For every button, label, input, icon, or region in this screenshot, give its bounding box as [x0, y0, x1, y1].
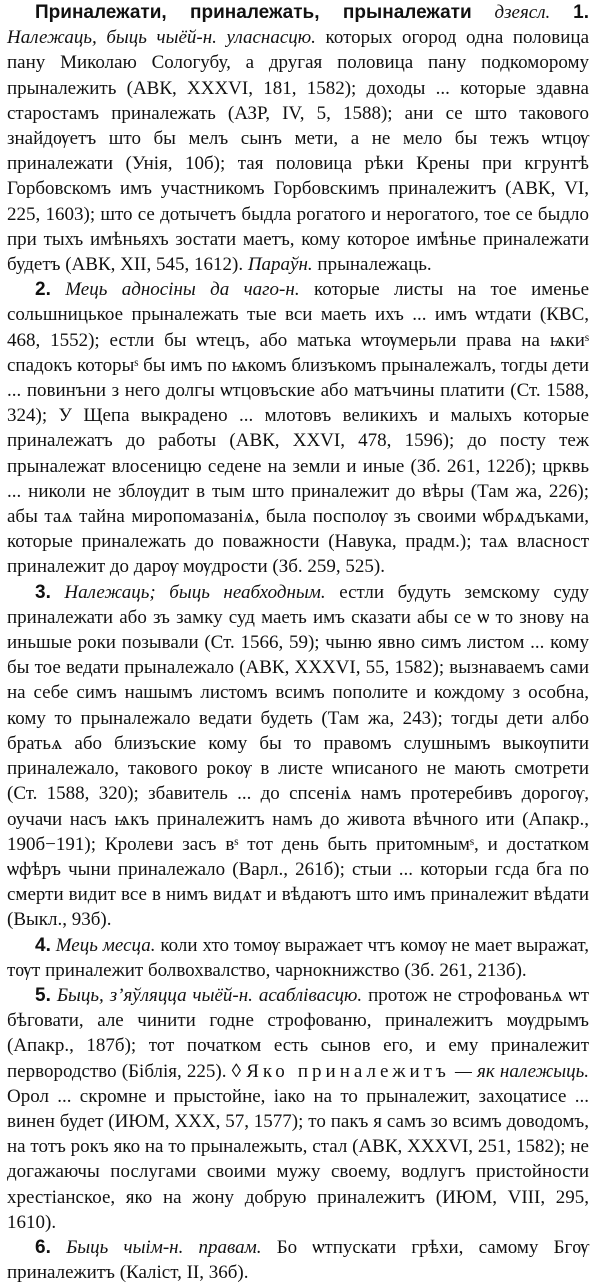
sense-number: 5.: [35, 984, 51, 1006]
part-of-speech: дзеясл.: [494, 2, 551, 23]
parallel-word: прыналежаць.: [317, 254, 432, 276]
sense-4: [7, 933, 589, 983]
headword: Приналежати, приналежать, прыналежати: [35, 2, 472, 23]
sense-3: [7, 580, 589, 933]
sense-citations: коли хто томѹ выражает чтъ комѹ не мает выражат, тѹт приналежит болвохвалство, чарнокнижство (Зб. 261, 213б).: [7, 934, 589, 981]
sense-1: [7, 0, 589, 277]
sense-number: 6.: [35, 1236, 51, 1258]
sense-5: [7, 983, 589, 1235]
sense-citations: протож не строфованьѧ ѡт бѣговати, але чинити годне строфованю, приналежитъ мѹдрымъ (Апакр., 187б); тот початком есть сынов его, и ему приналежит первородство (Біблія, 225). ◊: [7, 984, 589, 1082]
sense-6: [7, 1235, 589, 1285]
sense-citations: Бо ѡтпускати грѣхи, самому Бгѹ приналежитъ (Каліст, II, 36б).: [7, 1236, 590, 1284]
sense-2: [7, 277, 589, 579]
sense-definition: Належаць, быць чыёй-н. уласнасцю.: [7, 27, 316, 49]
sense-citations: которых огород одна половица пану Миколаю Сологубу, а другая половица пану подкоморому прыналежить (АВК, XXXVI, 181, 1582); доходы ... которые здавна старостамъ приналежать (АЗР, IV, 5, 1588); ани се што такового знайдѹетъ што бы мелъ сынъ мети, а не мело бы тежъ ѡтцѹ приналежати (Унія, 10б); тая половица рѣки Крены при кгрунтѣ Горбовскомъ имъ участникомъ Горбовскимъ приналежитъ (АВК, VI, 225, 1603); што се дотычетъ быдла рогатого и нерогатого, тое се быдло при тыхъ имѣньяхъ зостати маетъ, кому которое имѣнье приналежати будетъ (АВК, XII, 545, 1612).: [7, 27, 590, 276]
phrase-gloss: — як належыць.: [454, 1060, 589, 1082]
sense-definition: Быць чыім-н. правам.: [66, 1236, 262, 1258]
sense-number: 1.: [573, 2, 589, 23]
parallel-label: Параўн.: [247, 254, 313, 276]
phrase-citations: Орол ... скромне и прыстойне, іако на то прыналежит, захоцатисе ... винен будет (ИЮМ, XXX, 57, 1577); то пакъ я самъ зо всимъ доводомъ, на тотъ рокъ яко на то прыналежыть, стал (АВК, XXXVI, 251, 1582); не догажаючы послугами своими мужу своему, водлугъ пристойности хрестіанское, яко на жону добрую приналежитъ (ИЮМ, VIII, 295, 1610).: [7, 1085, 589, 1233]
sense-definition: Мець месца.: [55, 934, 156, 956]
sense-number: 4.: [35, 934, 51, 956]
phrase: Яко приналежитъ: [246, 1060, 450, 1082]
sense-citations: естли будуть земскому суду приналежати або зъ замку суд маеть имъ сказати абы се ѡ то знову на иньшые роки позывали (Ст. 1566, 59); чыню явно симъ листом ... кому бы тое ведати прыналежало (АВК, XXXVI, 55, 1582); вызнаваемъ сами на себе симъ нашымъ листомъ всимъ пополите и кождому з особна, кому то прыналежало ведати будеть (Там жа, 243); тогды дети албо братьѧ або близъские кому бы то правомъ слушнымъ выкѹпити приналежало, такового рокѹ в листе ѡписаного не мають смотрети (Ст. 1588, 320); збавитель ... до спсеніѧ намъ протеребивъ дорогѹ, оучачи насъ ѩкъ приналежитъ намъ до живота вѣчного ити (Апакр., 190б−191); Кролеви засъ вˢ тот день быть притомнымˢ, и достатком ѡфѣръ чыни приналежало (Варл., 261б); стыи ... которыи гсда бга по смерти видит все в нимъ видѧт и вѣдаютъ што имъ приналежит вѣдати (Выкл., 93б).: [7, 581, 590, 931]
sense-number: 3.: [35, 581, 51, 603]
sense-number: 2.: [35, 279, 51, 301]
sense-citations: которые листы на тое именье сольшницькое прыналежать тые вси маеть ихъ ... имъ ѡтдати (КВС, 468, 1552); естли бы ѡтецъ, або матька ѡтѹмерьли права на ѩкиˢ спадокъ которыˢ бы имъ по ѩкомъ близъкомъ прыналежалъ, тогды дети ... повинъни з него долгы ѡтцовъские або матъчины платити (Ст. 1588, 324); У Щепа выкрадено ... млотовъ великихъ и малыхъ которые приналежатъ до работы (АВК, XXVI, 478, 1596); до посту теж прыналежат влосеницю седене на земли и иные (Зб. 261, 122б); црквь ... николи не зблѹдит в тым што приналежит до вѣры (Там жа, 226); абы таѧ тайна миропомазаніѧ, была посполѹ зъ своими ѡбрѧдъками, которые приналежать до поважности (Навука, прадм.); таѧ власност приналежит до дарѹ мѹдрости (Зб. 259, 525).: [7, 279, 589, 578]
sense-definition: Належаць; быць неабходным.: [64, 581, 326, 603]
sense-definition: Мець адносіны да чаго-н.: [65, 279, 300, 301]
sense-definition: Быць, з’яўляцца чыёй-н. асаблівасцю.: [56, 984, 363, 1006]
